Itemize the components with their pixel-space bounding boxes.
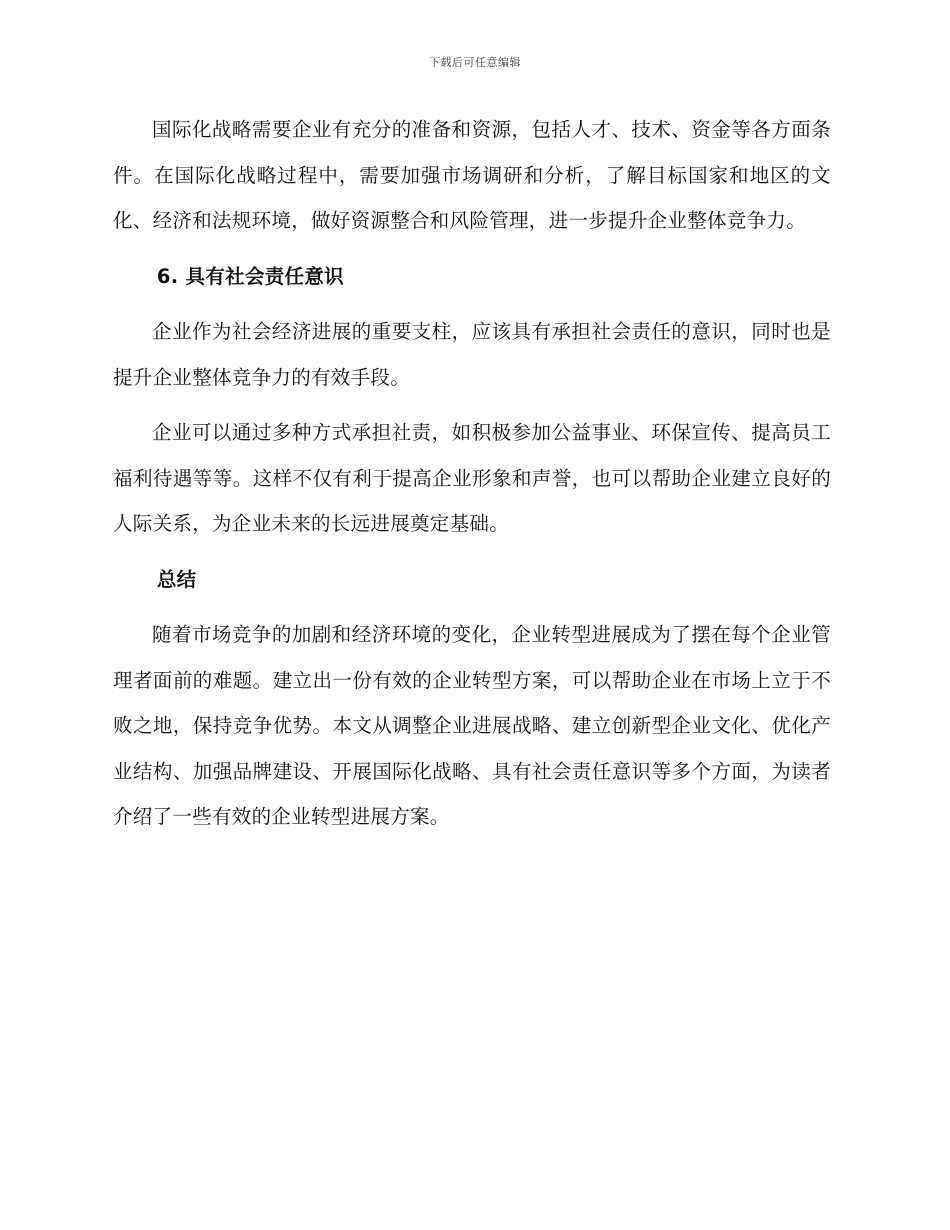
section-heading-social-responsibility: 6. 具有社会责任意识 [156, 264, 344, 288]
section-heading-summary: 总结 [156, 567, 197, 591]
paragraph-social-responsibility-2: 企业可以通过多种方式承担社责，如积极参加公益事业、环保宣传、提高员工福利待遇等等。这样不仅有利于提高企业形象和声誉，也可以帮助企业建立良好的人际关系，为企业未来的长远进展奠定基础。 [113, 421, 831, 535]
paragraph-international-strategy: 国际化战略需要企业有充分的准备和资源，包括人才、技术、资金等各方面条件。在国际化战略过程中，需要加强市场调研和分析，了解目标国家和地区的文化、经济和法规环境，做好资源整合和风险管理，进一步提升企业整体竞争力。 [113, 118, 831, 232]
document-body [113, 107, 831, 850]
paragraph-social-responsibility-1: 企业作为社会经济进展的重要支柱，应该具有承担社会责任的意识，同时也是提升企业整体竞争力的有效手段。 [113, 320, 831, 389]
paragraph-summary: 随着市场竞争的加剧和经济环境的变化，企业转型进展成为了摆在每个企业管理者面前的难题。建立出一份有效的企业转型方案，可以帮助企业在市场上立于不败之地，保持竞争优势。本文从调整企业进展战略、建立创新型企业文化、优化产业结构、加强品牌建设、开展国际化战略、具有社会责任意识等多个方面，为读者介绍了一些有效的企业转型进展方案。 [113, 623, 831, 828]
page-header: 下载后可任意编辑 [429, 56, 521, 69]
